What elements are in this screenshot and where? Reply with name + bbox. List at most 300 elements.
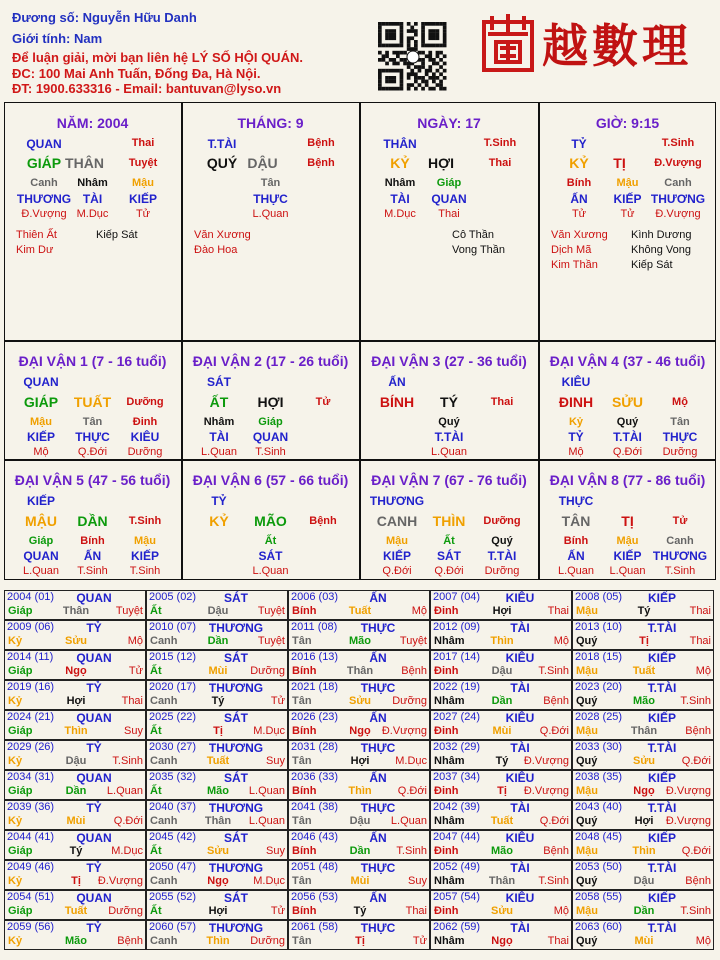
star-label: Đào Hoa — [194, 244, 238, 256]
dai-van-can: CANH — [376, 513, 418, 529]
year-can: Quý — [576, 695, 598, 707]
year-can: Đinh — [434, 845, 459, 857]
hidden-can: Bính — [563, 535, 589, 547]
seal-logo-icon — [478, 12, 538, 77]
year-truong-sinh: M.Dục — [395, 755, 427, 767]
hidden-can: Quý — [616, 416, 639, 428]
year-label: 2010 (07) — [149, 621, 197, 633]
year-can: Ất — [150, 905, 162, 917]
year-thap-than: THỰC — [360, 921, 396, 935]
header-text: ĐT: 1900.633316 - Email: bantuvan@lyso.vn — [12, 81, 282, 96]
hidden-can: Quý — [438, 416, 460, 428]
year-thap-than: QUAN — [76, 651, 112, 665]
hidden-thap-than: TÀI — [209, 430, 229, 444]
year-label: 2027 (24) — [433, 711, 481, 723]
year-truong-sinh: Q.Đới — [397, 785, 427, 797]
year-truong-sinh: Mộ — [411, 605, 427, 617]
hidden-truong-sinh: Mộ — [33, 446, 49, 458]
hidden-can: Mậu — [616, 177, 639, 189]
year-label: 2039 (36) — [7, 801, 55, 813]
year-label: 2011 (08) — [291, 621, 338, 633]
year-thap-than: THỰC — [360, 681, 396, 695]
hidden-thap-than: THƯƠNG — [650, 192, 706, 206]
hidden-thap-than: KIẾP — [382, 549, 412, 563]
year-thap-than: THƯƠNG — [208, 921, 264, 935]
hidden-truong-sinh: Q.Đới — [77, 446, 108, 458]
hidden-thap-than: KIẾP — [130, 549, 160, 563]
year-can: Tân — [292, 875, 312, 887]
year-label: 2059 (56) — [7, 921, 55, 933]
year-thap-than: TỶ — [86, 801, 102, 815]
year-thap-than: KIÊU — [505, 711, 535, 725]
year-can: Nhâm — [434, 875, 465, 887]
year-truong-sinh: Suy — [408, 875, 427, 887]
year-label: 2004 (01) — [7, 591, 55, 603]
pillar-title: GIỜ: 9:15 — [595, 115, 660, 131]
year-chi: Hợi — [208, 905, 228, 917]
year-chi: Mùi — [66, 815, 86, 827]
year-chi: Tị — [497, 785, 507, 797]
year-chi: Tý — [69, 845, 83, 857]
star-label: Kiếp Sát — [96, 229, 138, 241]
hidden-can: Canh — [664, 177, 692, 189]
hidden-truong-sinh: M.Dục — [384, 208, 416, 220]
year-thap-than: TỶ — [86, 861, 102, 875]
year-truong-sinh: Tử — [270, 905, 285, 917]
year-thap-than: TÀI — [510, 861, 530, 875]
year-chi: Ngọ — [65, 665, 87, 677]
dai-van-truong-sinh: Tử — [315, 396, 331, 408]
year-label: 2019 (16) — [7, 681, 55, 693]
year-label: 2054 (51) — [7, 891, 55, 903]
year-chi: Sửu — [206, 845, 230, 857]
hidden-can: Tân — [82, 416, 103, 428]
year-truong-sinh: L.Quan — [248, 785, 285, 797]
year-chi: Dậu — [65, 755, 87, 767]
year-label: 2051 (48) — [291, 861, 339, 873]
header-line — [12, 10, 197, 25]
hidden-thap-than: T.TÀI — [613, 430, 642, 444]
year-label: 2021 (18) — [291, 681, 339, 693]
year-label: 2035 (32) — [149, 771, 197, 783]
year-truong-sinh: Tuyệt — [257, 635, 285, 647]
header-line — [12, 81, 281, 96]
year-chi: Thìn — [348, 785, 372, 797]
year-thap-than: KIÊU — [505, 591, 535, 605]
year-can: Quý — [576, 815, 598, 827]
year-thap-than: THỰC — [360, 861, 396, 875]
year-chi: Ngọ — [207, 875, 229, 887]
year-chi: Tị — [355, 935, 365, 947]
hidden-thap-than: KIÊU — [130, 430, 160, 444]
year-chi: Tị — [213, 725, 223, 737]
hidden-truong-sinh: Tử — [571, 208, 587, 220]
year-label: 2024 (21) — [7, 711, 55, 723]
year-truong-sinh: Q.Đới — [681, 845, 711, 857]
year-thap-than: THỰC — [360, 801, 396, 815]
year-thap-than: KIÊU — [505, 771, 535, 785]
hidden-can: Giáp — [28, 535, 54, 547]
pillar-chi: HỢI — [428, 155, 454, 171]
hidden-thap-than: THƯƠNG — [652, 549, 708, 563]
pillar-chi-truong-sinh: Bệnh — [307, 157, 335, 169]
hidden-can: Giáp — [258, 416, 283, 428]
year-thap-than: SÁT — [224, 711, 248, 725]
year-chi: Tuất — [490, 815, 514, 827]
hidden-can: Tân — [260, 177, 281, 189]
year-chi: Thân — [204, 815, 232, 827]
header-line — [12, 31, 102, 46]
year-chi: Mùi — [350, 875, 370, 887]
hidden-thap-than: T.TÀI — [487, 549, 517, 563]
year-truong-sinh: Dưỡng — [108, 905, 143, 917]
hidden-can: Bính — [566, 177, 592, 189]
hidden-can: Nhâm — [384, 177, 416, 189]
year-chi: Thân — [346, 665, 374, 677]
hidden-truong-sinh: Q.Đới — [612, 446, 643, 458]
hidden-can: Tân — [670, 416, 690, 428]
year-thap-than: T.TÀI — [647, 621, 677, 635]
year-label: 2036 (33) — [291, 771, 339, 783]
year-can: Mậu — [576, 845, 598, 857]
year-can: Tân — [292, 635, 312, 647]
year-chi: Mão — [349, 635, 371, 647]
year-can: Tân — [292, 755, 312, 767]
year-label: 2006 (03) — [291, 591, 339, 603]
year-label: 2009 (06) — [7, 621, 55, 633]
year-can: Ất — [150, 665, 162, 677]
dai-van-title: ĐẠI VẬN 6 (57 - 66 tuổi) — [192, 472, 349, 488]
year-chi: Dậu — [207, 605, 229, 617]
dai-van-thap-than: TỶ — [211, 494, 227, 508]
year-can: Đinh — [434, 725, 459, 737]
header-text: Để luận giải, mời bạn liên hệ LÝ SỐ HỘI QUÁN. — [12, 50, 303, 65]
header-line — [12, 66, 260, 81]
hidden-can: Mậu — [132, 177, 154, 189]
year-chi: Tý — [637, 605, 651, 617]
dai-van-chi: DẦN — [77, 513, 108, 529]
pillar-chi-truong-sinh: Thai — [488, 157, 512, 169]
year-label: 2062 (59) — [433, 921, 481, 933]
year-truong-sinh: T.Sinh — [538, 665, 569, 677]
year-chi: Mùi — [634, 935, 654, 947]
dai-van-chi: TỊ — [621, 513, 634, 529]
year-thap-than: T.TÀI — [647, 861, 677, 875]
hidden-truong-sinh: Dưỡng — [662, 446, 698, 458]
year-truong-sinh: Đ.Vượng — [97, 875, 143, 887]
grid-hline — [4, 340, 716, 342]
year-label: 2033 (30) — [575, 741, 623, 753]
hidden-truong-sinh: L.Quan — [252, 208, 289, 220]
pillar-truong-sinh: Bệnh — [307, 137, 335, 149]
year-thap-than: ẤN — [369, 711, 387, 725]
year-chi: Thìn — [206, 935, 230, 947]
year-thap-than: ẤN — [369, 891, 387, 905]
star-label: Kim Thần — [551, 259, 598, 271]
year-can: Tân — [292, 695, 312, 707]
year-label: 2056 (53) — [291, 891, 339, 903]
year-chi: Mão — [633, 695, 655, 707]
year-label: 2037 (34) — [433, 771, 481, 783]
year-can: Ất — [150, 725, 162, 737]
pillar-title: NĂM: 2004 — [56, 115, 129, 131]
hidden-truong-sinh: Q.Đới — [382, 565, 412, 577]
year-truong-sinh: Bệnh — [685, 725, 711, 737]
year-thap-than: T.TÀI — [647, 801, 677, 815]
hidden-thap-than: ẤN — [83, 549, 102, 563]
year-truong-sinh: Mộ — [695, 665, 711, 677]
year-label: 2032 (29) — [433, 741, 481, 753]
hidden-truong-sinh: Tử — [620, 208, 635, 220]
pillar-thap-than: QUAN — [26, 137, 62, 151]
dai-van-chi: TUẤT — [73, 394, 112, 410]
year-thap-than: TÀI — [510, 801, 530, 815]
dai-van-title: ĐẠI VẬN 7 (67 - 76 tuổi) — [371, 472, 527, 488]
year-truong-sinh: Mộ — [127, 635, 143, 647]
pillar-chi: TỊ — [613, 155, 626, 171]
dai-van-truong-sinh: Dưỡng — [483, 515, 521, 527]
star-label: Vong Thần — [452, 244, 506, 256]
year-truong-sinh: Dưỡng — [250, 665, 285, 677]
hidden-can: Mậu — [30, 416, 52, 428]
year-thap-than: THỰC — [360, 741, 396, 755]
year-label: 2015 (12) — [149, 651, 197, 663]
hidden-truong-sinh: T.Sinh — [255, 446, 286, 458]
dai-van-can: KỶ — [209, 513, 229, 529]
year-thap-than: TỶ — [86, 921, 102, 935]
year-chi: Thìn — [64, 725, 88, 737]
year-thap-than: TÀI — [510, 741, 530, 755]
hidden-thap-than: TÀI — [82, 192, 103, 206]
year-truong-sinh: Thai — [547, 605, 569, 617]
year-truong-sinh: Dưỡng — [250, 935, 285, 947]
year-truong-sinh: Tử — [270, 695, 285, 707]
year-truong-sinh: Bệnh — [117, 935, 143, 947]
year-thap-than: THƯƠNG — [208, 741, 264, 755]
year-label: 2057 (54) — [433, 891, 481, 903]
dai-van-truong-sinh: Mộ — [672, 396, 688, 408]
year-label: 2049 (46) — [7, 861, 55, 873]
year-truong-sinh: L.Quan — [390, 815, 427, 827]
pillar-chi-truong-sinh: Tuyệt — [128, 157, 158, 169]
dai-van-can: ẤT — [209, 394, 229, 410]
year-thap-than: THƯƠNG — [208, 621, 264, 635]
year-label: 2061 (58) — [291, 921, 339, 933]
hidden-thap-than: TÀI — [390, 192, 410, 206]
year-label: 2055 (52) — [149, 891, 197, 903]
year-chi: Mão — [491, 845, 513, 857]
hidden-truong-sinh: M.Dục — [76, 208, 109, 220]
year-label: 2014 (11) — [7, 651, 54, 663]
year-can: Mậu — [576, 725, 598, 737]
hidden-truong-sinh: Dưỡng — [484, 565, 520, 577]
year-can: Quý — [576, 755, 598, 767]
year-label: 2017 (14) — [433, 651, 481, 663]
year-label: 2029 (26) — [7, 741, 55, 753]
hidden-thap-than: KIẾP — [26, 430, 56, 444]
hidden-truong-sinh: Dưỡng — [127, 446, 163, 458]
dai-van-thap-than: ẤN — [388, 375, 406, 389]
year-thap-than: T.TÀI — [647, 741, 677, 755]
year-thap-than: T.TÀI — [647, 921, 677, 935]
year-truong-sinh: Đ.Vượng — [523, 785, 569, 797]
year-can: Tân — [292, 935, 312, 947]
year-can: Kỷ — [8, 695, 23, 707]
year-label: 2046 (43) — [291, 831, 339, 843]
year-thap-than: KIẾP — [647, 591, 677, 605]
pillar-can: KỶ — [390, 155, 410, 171]
year-can: Giáp — [8, 665, 33, 677]
hidden-thap-than: KIẾP — [613, 549, 642, 563]
year-label: 2005 (02) — [149, 591, 197, 603]
year-thap-than: THƯƠNG — [208, 681, 264, 695]
dai-van-chi: TÝ — [440, 394, 458, 410]
pillar-truong-sinh: T.Sinh — [483, 137, 517, 149]
pillar-chi-truong-sinh: Đ.Vượng — [654, 157, 702, 169]
year-truong-sinh: Thai — [405, 905, 427, 917]
year-can: Đinh — [434, 905, 459, 917]
hidden-can: Canh — [30, 177, 58, 189]
year-label: 2016 (13) — [291, 651, 339, 663]
year-truong-sinh: Tử — [412, 935, 427, 947]
year-label: 2053 (50) — [575, 861, 623, 873]
year-label: 2052 (49) — [433, 861, 481, 873]
year-can: Nhâm — [434, 815, 465, 827]
hidden-can: Đinh — [132, 416, 158, 428]
year-can: Canh — [150, 695, 178, 707]
pillar-thap-than: THÂN — [383, 137, 417, 151]
dai-van-can: TÂN — [561, 513, 591, 529]
year-label: 2043 (40) — [575, 801, 623, 813]
year-can: Đinh — [434, 785, 459, 797]
year-can: Canh — [150, 935, 178, 947]
header-line — [12, 50, 303, 65]
year-truong-sinh: L.Quan — [248, 815, 285, 827]
year-thap-than: THƯƠNG — [208, 801, 264, 815]
pillar-title: NGÀY: 17 — [417, 115, 481, 131]
year-truong-sinh: Q.Đới — [539, 815, 569, 827]
qr-code-icon — [378, 22, 448, 92]
year-label: 2031 (28) — [291, 741, 339, 753]
year-label: 2047 (44) — [433, 831, 481, 843]
hidden-truong-sinh: T.Sinh — [129, 565, 161, 577]
dai-van-chi: THÌN — [432, 513, 466, 529]
year-thap-than: SÁT — [224, 831, 248, 845]
year-label: 2008 (05) — [575, 591, 623, 603]
year-label: 2013 (10) — [575, 621, 623, 633]
year-can: Bính — [292, 785, 317, 797]
year-can: Ất — [150, 605, 162, 617]
dai-van-truong-sinh: T.Sinh — [128, 515, 162, 527]
year-label: 2044 (41) — [7, 831, 55, 843]
year-thap-than: ẤN — [369, 591, 387, 605]
hidden-thap-than: THỰC — [75, 430, 110, 444]
dai-van-chi: HỢI — [257, 394, 284, 410]
hidden-truong-sinh: Tử — [135, 208, 151, 220]
pillar-title: THÁNG: 9 — [237, 115, 304, 131]
year-can: Mậu — [576, 905, 598, 917]
year-can: Giáp — [8, 845, 33, 857]
year-chi: Dần — [633, 905, 655, 917]
year-chi: Mão — [207, 785, 229, 797]
hidden-thap-than: ẤN — [567, 549, 585, 563]
hidden-truong-sinh: L.Quan — [557, 565, 595, 577]
header-text: Giới tính: — [12, 31, 74, 46]
year-truong-sinh: Bệnh — [401, 665, 427, 677]
year-thap-than: QUAN — [76, 891, 112, 905]
hidden-thap-than: TỶ — [568, 430, 584, 444]
year-truong-sinh: Mộ — [695, 935, 711, 947]
star-label: Không Vong — [631, 244, 691, 256]
year-truong-sinh: M.Dục — [111, 845, 143, 857]
year-truong-sinh: L.Quan — [106, 785, 143, 797]
year-can: Kỷ — [8, 935, 23, 947]
year-truong-sinh: Mộ — [553, 905, 569, 917]
year-chi: Ngọ — [633, 785, 655, 797]
hidden-can: Mậu — [616, 535, 639, 547]
grid-hline — [4, 459, 716, 461]
year-chi: Sửu — [632, 755, 656, 767]
dai-van-title: ĐẠI VẬN 2 (17 - 26 tuổi) — [192, 353, 349, 369]
dai-van-can: GIÁP — [23, 394, 59, 410]
dai-van-truong-sinh: Tử — [672, 515, 688, 527]
hidden-truong-sinh: L.Quan — [252, 565, 289, 577]
header-text: ĐC: 100 Mai Anh Tuấn, Đống Đa, Hà Nội. — [12, 66, 261, 81]
year-truong-sinh: M.Dục — [253, 875, 285, 887]
header-text: Nam — [73, 31, 103, 46]
year-chi: Dần — [349, 845, 371, 857]
year-chi: Mùi — [492, 725, 512, 737]
year-thap-than: KIẾP — [647, 771, 677, 785]
year-can: Mậu — [576, 605, 598, 617]
year-can: Đinh — [434, 665, 459, 677]
year-thap-than: KIẾP — [647, 651, 677, 665]
hidden-thap-than: ẤN — [570, 192, 588, 206]
star-label: Văn Xương — [551, 229, 608, 241]
year-chi: Tý — [495, 755, 509, 767]
year-chi: Dậu — [633, 875, 655, 887]
year-can: Nhâm — [434, 755, 465, 767]
star-label: Kình Dương — [631, 229, 692, 241]
pillar-thap-than: TỶ — [571, 137, 587, 151]
hidden-can: Nhâm — [77, 177, 108, 189]
year-can: Bính — [292, 605, 317, 617]
year-truong-sinh: Tuyệt — [115, 605, 143, 617]
year-can: Giáp — [8, 605, 33, 617]
year-truong-sinh: Tuyệt — [399, 635, 427, 647]
hidden-can: Quý — [491, 535, 513, 547]
dai-van-chi: SỬU — [611, 394, 644, 410]
year-label: 2040 (37) — [149, 801, 197, 813]
year-thap-than: ẤN — [369, 651, 387, 665]
year-chi: Dần — [207, 635, 229, 647]
year-chi: Tị — [71, 875, 81, 887]
year-truong-sinh: Tử — [128, 665, 143, 677]
dai-van-thap-than: QUAN — [23, 375, 59, 389]
star-label: Kiếp Sát — [631, 259, 673, 271]
dai-van-can: BÍNH — [379, 394, 415, 410]
hidden-can: Mậu — [134, 535, 156, 547]
year-truong-sinh: Dưỡng — [392, 695, 427, 707]
year-can: Tân — [292, 815, 312, 827]
hidden-truong-sinh: Q.Đới — [434, 565, 464, 577]
hidden-truong-sinh: Thai — [438, 208, 460, 220]
header-text: Đương số: — [12, 10, 83, 25]
year-truong-sinh: Thai — [689, 605, 711, 617]
dai-van-can: MẬU — [25, 513, 57, 529]
year-can: Giáp — [8, 785, 33, 797]
star-label: Kim Dư — [16, 244, 54, 256]
